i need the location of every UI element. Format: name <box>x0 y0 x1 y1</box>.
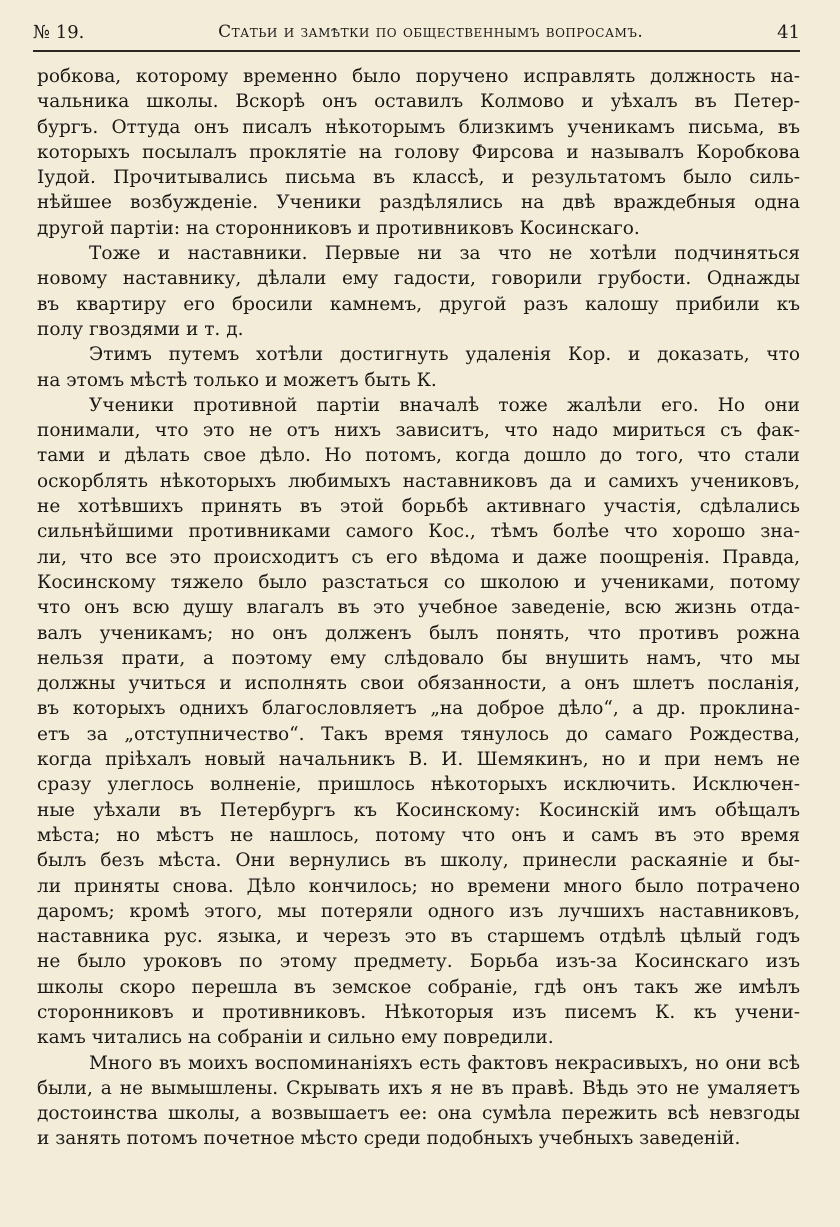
text-line: нѣйшее возбужденіе. Ученики раздѣлялись на двѣ враждебныя одна <box>37 192 800 214</box>
text-line: тами и дѣлать свое дѣло. Но потомъ, когда дошло до того, что стали <box>37 445 800 467</box>
text-line: не было уроковъ по этому предмету. Борьба изъ-за Косинскаго изъ <box>37 951 800 973</box>
text-line: и занять потомъ почетное мѣсто среди подобныхъ учебныхъ заведеній. <box>37 1128 741 1150</box>
text-line: Тоже и наставники. Первые ни за что не хотѣли подчиняться <box>89 243 800 265</box>
text-line: школы скоро перешла въ земское собраніе, гдѣ онъ такъ же имѣлъ <box>37 976 800 998</box>
text-line: что онъ всю душу влагалъ въ это учебное заведеніе, всю жизнь отда- <box>37 597 800 619</box>
text-line: не хотѣвшихъ принять въ этой борьбѣ активнаго участія, сдѣлались <box>37 496 800 518</box>
text-line: наставника рус. языка, и черезъ это въ старшемъ отдѣлѣ цѣлый годъ <box>37 926 800 948</box>
text-line: нельзя прати, а поэтому ему слѣдовало бы внушить намъ, что мы <box>37 647 800 669</box>
text-line: Ученики противной партіи вначалѣ тоже жалѣли его. Но они <box>89 394 800 416</box>
running-title: Статьи и замѣтки по общественнымъ вопросамъ. <box>218 22 644 42</box>
text-line: когда пріѣхалъ новый начальникъ В. И. Шемякинъ, но и при немъ не <box>37 749 800 771</box>
text-line: были, а не вымышлены. Скрывать ихъ я не въ правѣ. Вѣдь это не умаляетъ <box>37 1077 800 1099</box>
text-line: чальника школы. Вскорѣ онъ оставилъ Колмово и уѣхалъ въ Петер- <box>37 91 800 113</box>
text-line: Много въ моихъ воспоминаніяхъ есть фактовъ некрасивыхъ, но они всѣ <box>89 1052 800 1074</box>
text-line: Іудой. Прочитывались письма въ классѣ, и результатомъ было силь- <box>37 167 800 189</box>
text-line: мѣста; но мѣстъ не нашлось, потому что онъ и самъ въ это время <box>37 824 800 846</box>
text-line: на этомъ мѣстѣ только и можетъ быть К. <box>37 369 437 391</box>
text-line: которыхъ посылалъ проклятіе на голову Фирсова и называлъ Коробкова <box>37 141 800 163</box>
text-line: былъ безъ мѣста. Они вернулись въ школу, принесли раскаяніе и бы- <box>37 850 800 872</box>
header-rule <box>33 50 800 52</box>
text-line: робкова, которому временно было поручено исправлять должность на- <box>37 66 800 87</box>
article-body <box>37 64 800 1152</box>
text-line: Косинскому тяжело было разстаться со школою и учениками, потому <box>37 571 800 593</box>
text-line: бургъ. Оттуда онъ писалъ нѣкоторымъ близкимъ ученикамъ письма, въ <box>37 116 800 138</box>
text-line: въ квартиру его бросили камнемъ, другой разъ калошу прибили къ <box>37 293 800 315</box>
text-line: сразу улеглось волненіе, пришлось нѣкоторыхъ исключить. Исключен- <box>37 774 800 796</box>
text-line: полу гвоздями и т. д. <box>37 318 244 340</box>
text-line: оскорблять нѣкоторыхъ любимыхъ наставниковъ да и самихъ учениковъ, <box>37 470 800 492</box>
page-number: 41 <box>777 21 800 43</box>
text-line: валъ ученикамъ; но онъ долженъ былъ понять, что противъ рожна <box>37 622 800 644</box>
text-line: другой партіи: на сторонниковъ и противниковъ Косинскаго. <box>37 217 640 239</box>
text-line: достоинства школы, а возвышаетъ ее: она сумѣла пережить всѣ невзгоды <box>37 1103 800 1125</box>
text-line: ли приняты снова. Дѣло кончилось; но времени много было потрачено <box>37 875 800 897</box>
text-line: камъ читались на собраніи и сильно ему повредили. <box>37 1027 554 1049</box>
text-line: новому наставнику, дѣлали ему гадости, говорили грубости. Однажды <box>37 268 800 290</box>
text-line: даромъ; кромѣ этого, мы потеряли одного изъ лучшихъ наставниковъ, <box>37 900 800 922</box>
text-line: етъ за „отступничество“. Такъ время тянулось до самаго Рождества, <box>37 723 800 745</box>
text-line: сторонниковъ и противниковъ. Нѣкоторыя изъ писемъ К. къ учени- <box>37 1001 800 1023</box>
text-line: должны учиться и исполнять свои обязанности, а онъ шлетъ посланія, <box>37 673 800 695</box>
text-line: сильнѣйшими противниками самого Кос., тѣмъ болѣе что хорошо зна- <box>37 521 800 543</box>
text-line: ли, что все это происходитъ съ его вѣдома и даже поощренія. Правда, <box>37 546 800 568</box>
text-line: въ которыхъ однихъ благословляетъ „на доброе дѣло“, а др. проклина- <box>37 698 800 720</box>
text-line: понимали, что это не отъ нихъ зависитъ, что надо мириться съ фак- <box>37 420 800 442</box>
issue-number: № 19. <box>33 21 85 43</box>
text-line: ные уѣхали въ Петербургъ къ Косинскому: Косинскій имъ обѣщалъ <box>37 799 800 821</box>
text-line: Этимъ путемъ хотѣли достигнуть удаленія Кор. и доказать, что <box>89 344 800 366</box>
running-header <box>33 14 800 50</box>
